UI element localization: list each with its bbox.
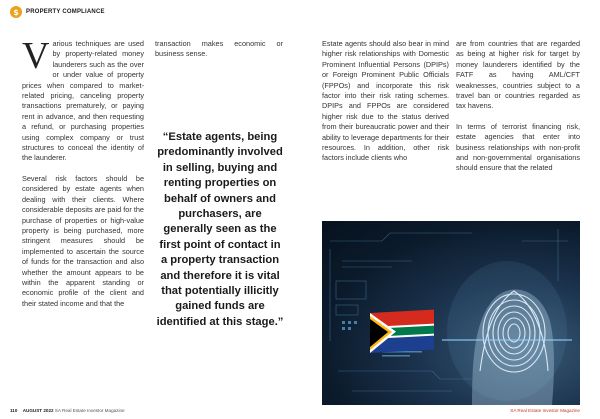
article-column-1 [22, 35, 144, 309]
intro-text: arious techniques are used by property-related money launderers such as the over or under value of property prices when compared to market-related pricing, canceling property transactions prematurely, or paying rent in advance, and then requesting a refund, or purchasing properties using complex company or trust structures to conceal the identity of the launderer. [22, 39, 144, 163]
footer-right: SA Real Estate Investor Magazine [510, 408, 580, 413]
intro-paragraph [22, 35, 144, 164]
footer-left [10, 408, 125, 413]
dpip-paragraph: Estate agents should also bear in mind higher risk relationships with Domestic Prominent Influential Persons (DPIPs) or Foreign Prominent Public Officials (FPPOs) and incorporate this risk factor into their risk rating schemes. DPIPs and FPPOs are considered higher risk due to the status derived from their bureaucratic power and their ability to leverage departments for their resources. In addition, other risk factors include clients who [322, 39, 449, 163]
section-header [10, 5, 105, 19]
south-africa-flag-icon [370, 310, 434, 353]
section-title: PROPERTY COMPLIANCE [26, 9, 105, 15]
page-number: 110 [10, 408, 18, 413]
magazine-name: SA Real Estate Investor Magazine [54, 408, 125, 413]
scan-line [442, 339, 572, 341]
dropcap: V [22, 35, 50, 77]
dollar-coin-icon: $ [10, 6, 22, 18]
continuation-paragraph: transaction makes economic or business sense. [155, 39, 283, 59]
fingerprint-scan-illustration [322, 221, 580, 405]
pull-quote: “Estate agents, being predominantly involved in selling, buying and renting properties on behalf of owners and purchasers, are generally seen as the first point of contact in a property transaction and therefore it is vital that potentially illicitly gained funds are identified at this stage.” [156, 131, 284, 328]
article-column-3 [322, 39, 449, 164]
terrorist-financing-paragraph: In terms of terrorist financing risk, estate agencies that enter into business relationships with non-profit and non-governmental organisations should ensure that the related [456, 121, 580, 173]
fingerprint-flag-photo [322, 221, 580, 405]
risk-factors-paragraph: Several risk factors should be considered by estate agents when dealing with their clients. Where considerable deposits are paid for the purchase of properties or high-value property is being purchased, more stringent measures should be implemented to ascertain the source of funds for the transaction and also whether the amount appears to be within the apparent standing or economic profile of the client and their stated income and that the [22, 173, 144, 308]
article-column-4 [456, 39, 580, 174]
issue-date: AUGUST 2022 [22, 408, 54, 413]
article-column-2 [155, 39, 283, 60]
high-risk-countries-paragraph: are from countries that are regarded as being at higher risk for target by money launderers identified by the FATF as having AML/CFT weaknesses, countries subject to a travel ban or countries regarded as tax havens. [456, 39, 580, 111]
